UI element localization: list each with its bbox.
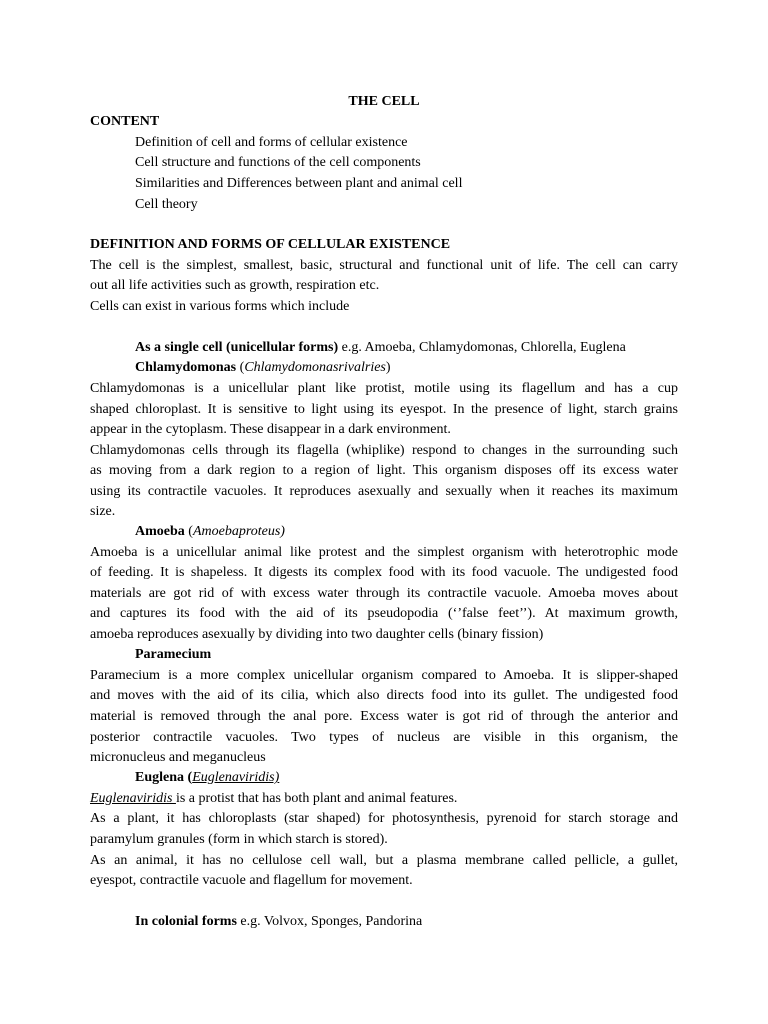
euglena-heading [135,768,678,788]
paragraph-line: of feeding. It is shapeless. It digests its complex food with its food vacuole. The undigested food [90,565,678,580]
paragraph-line: shaped chloroplast. It is sensitive to light using its eyespot. In the presence of light, starch grains [90,402,678,417]
euglena-species-inline: Euglenaviridis [90,791,176,806]
content-heading: CONTENT [90,114,160,129]
content-item: Definition of cell and forms of cellular existence [135,135,408,150]
amoeba-species: Amoebaproteus) [192,524,285,539]
amoeba-heading: Amoeba (Amoebaproteus) [135,524,285,539]
euglena-first-rest: is a protist that has both plant and animal features. [175,791,458,806]
paragraph-line: Chlamydomonas is a unicellular plant like protist, motile using its flagellum and has a cup [90,381,678,396]
paragraph-line: and moves with the aid of its cilia, which also directs food into its gullet. The undigested food [90,688,678,703]
unicellular-label: As a single cell (unicellular forms) [135,340,339,355]
euglena-species: Euglenaviridis) [192,770,280,785]
chlamydomonas-heading: Chlamydomonas (Chlamydomonasrivalries) [135,360,391,375]
paragraph-line: paramylum granules (form in which starch is stored). [90,832,388,847]
section-heading: DEFINITION AND FORMS OF CELLULAR EXISTENCE [90,237,451,252]
paragraph-line: micronucleus and meganucleus [90,750,266,765]
paragraph-line [90,789,678,809]
colonial-heading [135,912,678,932]
unicellular-examples: e.g. Amoeba, Chlamydomonas, Chlorella, Euglena [338,340,626,355]
paragraph-line: The cell is the simplest, smallest, basic, structural and functional unit of life. The cell can carry [90,258,678,273]
paragraph-line: Chlamydomonas cells through its flagella (whiplike) respond to changes in the surrounding such [90,443,678,458]
paragraph-line: As a plant, it has chloroplasts (star shaped) for photosynthesis, pyrenoid for starch storage and [90,811,678,826]
paragraph-line: appear in the cytoplasm. These disappear in a dark environment. [90,422,451,437]
content-item: Similarities and Differences between plant and animal cell [135,176,463,191]
paragraph-line: and captures its food with the aid of its pseudopodia (‘’false feet’’). At maximum growth, [90,606,678,621]
paragraph-line: As an animal, it has no cellulose cell wall, but a plasma membrane called pellicle, a gullet, [90,853,678,868]
colonial-label: In colonial forms [135,914,237,929]
paragraph-line: amoeba reproduces asexually by dividing into two daughter cells (binary fission) [90,627,544,642]
chlamydomonas-name: Chlamydomonas [135,360,237,375]
chlamydomonas-species: Chlamydomonasrivalries [244,360,386,375]
colonial-examples: e.g. Volvox, Sponges, Pandorina [236,914,423,929]
paramecium-heading: Paramecium [135,647,212,662]
paragraph-line: out all life activities such as growth, respiration etc. [90,278,380,293]
paragraph-line: as moving from a dark region to a region of light. This organism disposes off its excess water [90,463,678,478]
amoeba-name: Amoeba [135,524,185,539]
paragraph-line: materials are got rid of with excess water through its contractile vacuole. Amoeba moves about [90,586,678,601]
paragraph-line: Amoeba is a unicellular animal like protest and the simplest organism with heterotrophic mode [90,545,678,560]
page-title: THE CELL [348,94,420,109]
paragraph-line: size. [90,504,116,519]
paragraph-line: using its contractile vacuoles. It reproduces asexually and sexually when it reaches its maximum [90,484,678,499]
euglena-name: Euglena ( [135,770,193,785]
content-item: Cell theory [135,197,198,212]
paragraph-line: Paramecium is a more complex unicellular organism compared to Amoeba. It is slipper-shaped [90,668,678,683]
content-item: Cell structure and functions of the cell components [135,155,421,170]
unicellular-heading [135,338,678,358]
paragraph-line: material is removed through the anal pore. Excess water is got rid of through the anterior and [90,709,678,724]
paragraph-line: posterior contractile vacuoles. Two types of nucleus are visible in this organism, the [90,730,678,745]
paragraph-line: eyespot, contractile vacuole and flagellum for movement. [90,873,413,888]
paragraph-line: Cells can exist in various forms which include [90,299,350,314]
